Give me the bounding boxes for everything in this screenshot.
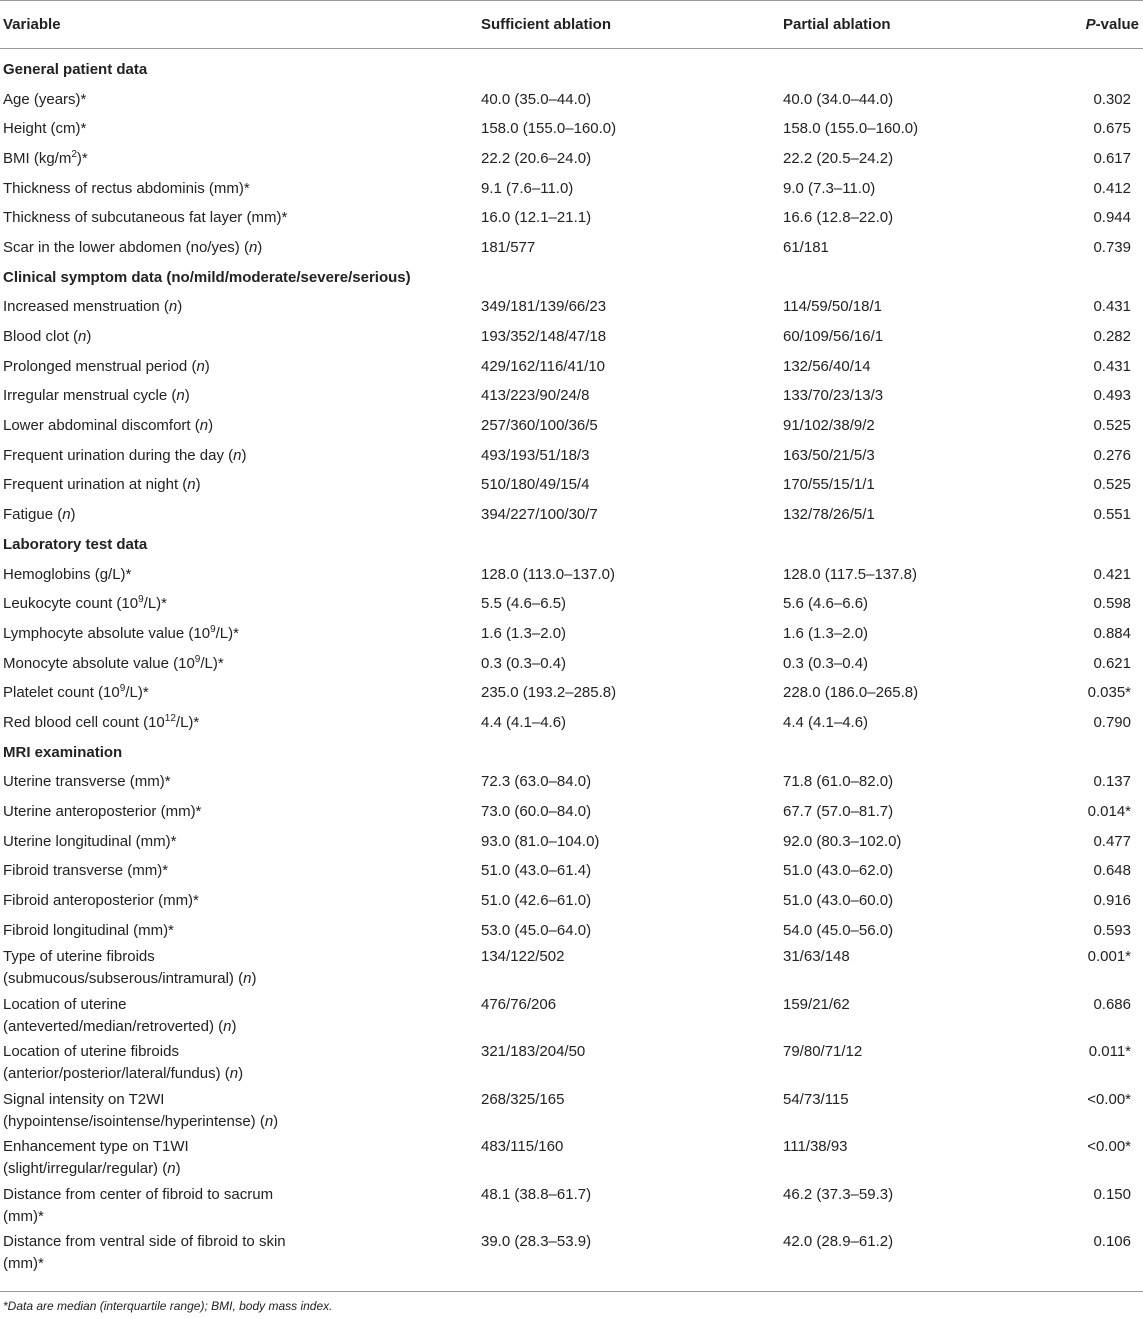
table-row	[0, 856, 1143, 886]
cell-partial-ablation: 31/63/148	[783, 948, 850, 966]
cell-sufficient-ablation: 321/183/204/50	[481, 1043, 586, 1061]
variable-line-1: Signal intensity on T2WI	[3, 1090, 165, 1108]
header-row	[0, 1, 1143, 49]
cell-variable	[0, 322, 478, 352]
table-row	[0, 945, 1143, 993]
variable-italic-n: n	[176, 387, 185, 405]
variable-label: Platelet count (10	[3, 684, 120, 702]
table-row	[0, 144, 1143, 174]
cell-variable	[0, 441, 478, 471]
cell-sufficient-ablation: 40.0 (35.0–44.0)	[481, 90, 592, 108]
variable-line-1: Type of uterine fibroids	[3, 948, 155, 966]
variable-label: Prolonged menstrual period (	[3, 357, 197, 375]
variable-label: Frequent urination during the day (	[3, 446, 234, 464]
cell-partial-ablation: 228.0 (186.0–265.8)	[783, 684, 919, 702]
cell-variable	[0, 411, 478, 441]
cell-partial-ablation: 132/78/26/5/1	[783, 506, 875, 524]
cell-sufficient-ablation: 158.0 (155.0–160.0)	[481, 120, 617, 138]
variable-label: Fatigue (	[3, 506, 63, 524]
table-row	[0, 322, 1143, 352]
variable-label: Increased menstruation (	[3, 298, 169, 316]
cell-variable	[0, 1088, 478, 1136]
variable-suffix: )	[231, 1017, 237, 1035]
cell-sufficient-ablation: 16.0 (12.1–21.1)	[481, 209, 592, 227]
cell-p-value: 0.617	[1093, 149, 1131, 167]
cell-p-value: 0.150	[1093, 1185, 1131, 1203]
variable-italic-n: n	[233, 446, 242, 464]
variable-suffix: )	[175, 1160, 181, 1178]
cell-sufficient-ablation: 39.0 (28.3–53.9)	[481, 1233, 592, 1251]
table-row	[0, 649, 1143, 679]
variable-label: Irregular menstrual cycle (	[3, 387, 177, 405]
table-row	[0, 381, 1143, 411]
table-body	[0, 49, 1143, 1285]
table-row	[0, 560, 1143, 590]
section-row	[0, 49, 1143, 85]
table-row	[0, 993, 1143, 1041]
variable-label: Age (years)*	[3, 90, 87, 108]
cell-variable	[0, 381, 478, 411]
cell-sufficient-ablation: 51.0 (42.6–61.0)	[481, 892, 592, 910]
variable-label: Thickness of subcutaneous fat layer (mm)*	[3, 209, 288, 227]
cell-partial-ablation: 163/50/21/5/3	[783, 446, 875, 464]
cell-variable	[0, 886, 478, 916]
cell-sufficient-ablation: 413/223/90/24/8	[481, 387, 590, 405]
cell-partial-ablation: 158.0 (155.0–160.0)	[783, 120, 919, 138]
table-row	[0, 1135, 1143, 1183]
cell-p-value: 0.884	[1093, 624, 1131, 642]
variable-italic-n: n	[196, 357, 205, 375]
table-bottom-rule	[0, 1291, 1143, 1292]
section-row	[0, 738, 1143, 768]
table-row	[0, 174, 1143, 204]
variable-suffix: )	[86, 328, 92, 345]
table-row	[0, 589, 1143, 619]
variable-superscript: 9	[138, 594, 144, 606]
cell-p-value: 0.302	[1093, 90, 1131, 108]
variable-label: Blood clot (	[3, 328, 79, 345]
variable-label: BMI (kg/m	[3, 149, 72, 167]
variable-suffix: /L)*	[200, 654, 224, 672]
cell-partial-ablation: 51.0 (43.0–62.0)	[783, 862, 894, 880]
cell-p-value: 0.137	[1093, 773, 1131, 791]
variable-suffix: )	[241, 446, 247, 464]
cell-p-value: 0.106	[1093, 1233, 1131, 1251]
cell-sufficient-ablation: 429/162/116/41/10	[481, 357, 606, 375]
cell-sufficient-ablation: 72.3 (63.0–84.0)	[481, 773, 592, 791]
cell-variable	[0, 1040, 478, 1088]
cell-variable	[0, 678, 478, 708]
variable-label: Fibroid anteroposterior (mm)*	[3, 892, 199, 910]
cell-p-value: <0.00*	[1087, 1138, 1131, 1156]
variable-suffix: )	[70, 506, 76, 524]
cell-p-value: 0.621	[1093, 654, 1131, 672]
variable-italic-n: n	[187, 476, 196, 494]
variable-suffix: )	[204, 357, 210, 375]
cell-p-value: 0.282	[1093, 328, 1131, 345]
table-row	[0, 233, 1143, 263]
cell-p-value: 0.648	[1093, 862, 1131, 880]
variable-label: Lymphocyte absolute value (10	[3, 624, 211, 642]
variable-italic-n: n	[167, 1160, 176, 1178]
cell-partial-ablation: 67.7 (57.0–81.7)	[783, 803, 894, 820]
variable-superscript: 9	[119, 683, 126, 695]
cell-variable	[0, 233, 478, 263]
table-row	[0, 203, 1143, 233]
cell-partial-ablation: 0.3 (0.3–0.4)	[783, 654, 869, 672]
cell-p-value: 0.790	[1093, 713, 1131, 731]
variable-line-2: (anteverted/median/retroverted) (	[3, 1017, 224, 1035]
cell-partial-ablation: 4.4 (4.1–4.6)	[783, 713, 869, 731]
variable-italic-n: n	[243, 970, 252, 988]
header-p-value-rest: -value	[1095, 16, 1139, 33]
cell-variable	[0, 174, 478, 204]
header-sufficient-ablation: Sufficient ablation	[478, 1, 780, 49]
cell-p-value: 0.477	[1093, 832, 1131, 850]
cell-partial-ablation: 51.0 (43.0–60.0)	[783, 892, 894, 910]
variable-label: Frequent urination at night (	[3, 476, 188, 494]
variable-label: Lower abdominal discomfort (	[3, 417, 200, 435]
cell-variable	[0, 203, 478, 233]
cell-variable	[0, 1230, 478, 1284]
cell-sufficient-ablation: 4.4 (4.1–4.6)	[481, 713, 567, 731]
variable-label: Scar in the lower abdomen (no/yes) (	[3, 238, 249, 256]
variable-italic-n: n	[264, 1112, 274, 1130]
variable-label: Fibroid transverse (mm)*	[3, 862, 169, 880]
cell-variable	[0, 144, 478, 174]
variable-suffix: )	[251, 970, 257, 988]
table-row	[0, 1040, 1143, 1088]
cell-sufficient-ablation: 235.0 (193.2–285.8)	[481, 684, 617, 702]
cell-p-value: 0.011*	[1088, 1043, 1131, 1061]
cell-p-value: 0.276	[1093, 446, 1131, 464]
variable-label: Leukocyte count (10	[3, 595, 139, 613]
cell-sufficient-ablation: 193/352/148/47/18	[481, 328, 607, 345]
header-partial-ablation: Partial ablation	[780, 1, 1063, 49]
cell-sufficient-ablation: 510/180/49/15/4	[481, 476, 590, 494]
cell-variable	[0, 589, 478, 619]
table-row	[0, 292, 1143, 322]
cell-p-value: 0.412	[1093, 179, 1131, 197]
table-footnote: *Data are median (interquartile range); BMI, body mass index.	[3, 1299, 333, 1313]
cell-variable	[0, 85, 478, 115]
cell-variable	[0, 292, 478, 322]
table-row	[0, 470, 1143, 500]
cell-p-value: 0.035*	[1087, 684, 1131, 702]
cell-partial-ablation: 92.0 (80.3–102.0)	[783, 832, 902, 850]
table-row	[0, 352, 1143, 382]
variable-line-2: (mm)*	[3, 1207, 44, 1225]
variable-italic-n: n	[223, 1017, 232, 1035]
table-row	[0, 827, 1143, 857]
variable-line-2: (submucous/subserous/intramural) (	[3, 970, 244, 988]
cell-sufficient-ablation: 22.2 (20.6–24.0)	[481, 149, 592, 167]
table-row	[0, 916, 1143, 946]
cell-partial-ablation: 46.2 (37.3–59.3)	[783, 1185, 894, 1203]
variable-label: Uterine anteroposterior (mm)*	[3, 803, 202, 820]
cell-p-value: 0.014*	[1087, 803, 1131, 820]
cell-partial-ablation: 54/73/115	[783, 1090, 849, 1108]
variable-italic-n: n	[168, 298, 178, 316]
cell-sufficient-ablation: 268/325/165	[481, 1090, 565, 1108]
table-row	[0, 500, 1143, 530]
variable-suffix: /L)*	[175, 713, 200, 731]
table-header	[0, 1, 1143, 49]
cell-sufficient-ablation: 394/227/100/30/7	[481, 506, 598, 524]
variable-italic-n: n	[199, 417, 209, 435]
variable-suffix: )	[238, 1065, 244, 1083]
cell-variable	[0, 470, 478, 500]
section-heading: General patient data	[3, 61, 148, 78]
table-row	[0, 1183, 1143, 1231]
table-row	[0, 797, 1143, 827]
table-row	[0, 85, 1143, 115]
cell-variable	[0, 993, 478, 1041]
variable-line-1: Location of uterine	[3, 995, 127, 1013]
variable-label: Monocyte absolute value (10	[3, 654, 195, 672]
variable-line-1: Enhancement type on T1WI	[3, 1138, 189, 1156]
cell-variable	[0, 916, 478, 946]
variable-suffix: )	[208, 417, 214, 435]
cell-sufficient-ablation: 51.0 (43.0–61.4)	[481, 862, 592, 880]
cell-p-value: 0.525	[1093, 417, 1131, 435]
cell-variable	[0, 945, 478, 993]
variable-label: Height (cm)*	[3, 120, 87, 138]
cell-p-value: 0.421	[1093, 565, 1131, 583]
cell-variable	[0, 619, 478, 649]
variable-suffix: )*	[76, 149, 88, 167]
cell-partial-ablation: 1.6 (1.3–2.0)	[783, 624, 869, 642]
variable-superscript: 9	[210, 623, 216, 635]
variable-line-2: (hypointense/isointense/hyperintense) (	[3, 1112, 265, 1130]
cell-p-value: <0.00*	[1087, 1090, 1131, 1108]
table-row	[0, 1230, 1143, 1284]
cell-variable	[0, 114, 478, 144]
header-p-value	[1063, 1, 1143, 49]
cell-sufficient-ablation: 53.0 (45.0–64.0)	[481, 921, 592, 939]
table-row	[0, 1088, 1143, 1136]
cell-partial-ablation: 128.0 (117.5–137.8)	[783, 565, 917, 583]
cell-sufficient-ablation: 493/193/51/18/3	[481, 446, 590, 464]
cell-partial-ablation: 9.0 (7.3–11.0)	[783, 179, 876, 197]
cell-partial-ablation: 60/109/56/16/1	[783, 328, 884, 345]
variable-superscript: 12	[164, 712, 176, 724]
table-row	[0, 441, 1143, 471]
cell-sufficient-ablation: 349/181/139/66/23	[481, 298, 607, 316]
variable-suffix: /L)*	[143, 595, 167, 613]
cell-variable	[0, 827, 478, 857]
cell-p-value: 0.916	[1093, 892, 1131, 910]
variable-italic-n: n	[78, 328, 87, 345]
variable-label: Thickness of rectus abdominis (mm)*	[3, 179, 250, 197]
table-row	[0, 619, 1143, 649]
variable-line-2: (anterior/posterior/lateral/fundus) (	[3, 1065, 230, 1083]
section-row	[0, 530, 1143, 560]
cell-partial-ablation: 40.0 (34.0–44.0)	[783, 90, 894, 108]
section-row	[0, 263, 1143, 293]
variable-suffix: )	[257, 238, 263, 256]
table-row	[0, 678, 1143, 708]
table-row	[0, 767, 1143, 797]
variable-label: Uterine transverse (mm)*	[3, 773, 171, 791]
cell-partial-ablation: 54.0 (45.0–56.0)	[783, 921, 894, 939]
variable-italic-n: n	[62, 506, 71, 524]
cell-sufficient-ablation: 128.0 (113.0–137.0)	[481, 565, 615, 583]
cell-partial-ablation: 79/80/71/12	[783, 1043, 863, 1061]
cell-partial-ablation: 71.8 (61.0–82.0)	[783, 773, 894, 791]
variable-italic-n: n	[229, 1065, 239, 1083]
cell-partial-ablation: 114/59/50/18/1	[783, 298, 882, 316]
variable-superscript: 2	[71, 148, 77, 160]
variable-suffix: )	[195, 476, 201, 494]
cell-p-value: 0.675	[1093, 120, 1131, 138]
cell-p-value: 0.431	[1093, 357, 1131, 375]
cell-partial-ablation: 170/55/15/1/1	[783, 476, 875, 494]
cell-variable	[0, 1135, 478, 1183]
section-heading: Laboratory test data	[3, 535, 148, 553]
cell-sufficient-ablation: 483/115/160	[481, 1138, 564, 1156]
variable-line-1: Distance from ventral side of fibroid to skin	[3, 1233, 286, 1251]
variable-line-2: (slight/irregular/regular) (	[3, 1160, 168, 1178]
cell-sufficient-ablation: 48.1 (38.8–61.7)	[481, 1185, 592, 1203]
cell-partial-ablation: 16.6 (12.8–22.0)	[783, 209, 894, 227]
cell-p-value: 0.686	[1093, 995, 1131, 1013]
cell-sufficient-ablation: 5.5 (4.6–6.5)	[481, 595, 567, 613]
cell-sufficient-ablation: 1.6 (1.3–2.0)	[481, 624, 567, 642]
variable-suffix: )	[184, 387, 190, 405]
cell-sufficient-ablation: 0.3 (0.3–0.4)	[481, 654, 567, 672]
cell-partial-ablation: 111/38/93	[783, 1138, 848, 1156]
cell-sufficient-ablation: 93.0 (81.0–104.0)	[481, 832, 600, 850]
variable-line-2: (mm)*	[3, 1255, 44, 1273]
cell-sufficient-ablation: 181/577	[481, 238, 536, 256]
cell-sufficient-ablation: 9.1 (7.6–11.0)	[481, 179, 574, 197]
cell-sufficient-ablation: 257/360/100/36/5	[481, 417, 598, 435]
variable-suffix: /L)*	[125, 684, 149, 702]
cell-variable	[0, 767, 478, 797]
cell-partial-ablation: 159/21/62	[783, 995, 850, 1013]
cell-variable	[0, 1183, 478, 1231]
cell-variable	[0, 352, 478, 382]
cell-p-value: 0.593	[1093, 921, 1131, 939]
cell-sufficient-ablation: 73.0 (60.0–84.0)	[481, 803, 592, 820]
cell-partial-ablation: 5.6 (4.6–6.6)	[783, 595, 869, 613]
table-row	[0, 886, 1143, 916]
cell-p-value: 0.001*	[1087, 948, 1131, 966]
cell-p-value: 0.431	[1093, 298, 1131, 316]
cell-sufficient-ablation: 476/76/206	[481, 995, 557, 1013]
section-heading: MRI examination	[3, 743, 123, 761]
cell-p-value: 0.551	[1093, 506, 1131, 524]
cell-p-value: 0.598	[1093, 595, 1131, 613]
header-variable: Variable	[0, 1, 478, 49]
table-row	[0, 411, 1143, 441]
cell-variable	[0, 500, 478, 530]
variable-suffix: )	[177, 298, 183, 316]
variable-suffix: )	[273, 1112, 279, 1130]
variable-line-1: Location of uterine fibroids	[3, 1043, 179, 1061]
cell-p-value: 0.493	[1093, 387, 1131, 405]
variable-superscript: 9	[194, 653, 201, 665]
variable-suffix: /L)*	[215, 624, 239, 642]
table-row	[0, 114, 1143, 144]
variable-label: Fibroid longitudinal (mm)*	[3, 921, 174, 939]
cell-partial-ablation: 22.2 (20.5–24.2)	[783, 149, 894, 167]
variable-label: Red blood cell count (10	[3, 713, 165, 731]
table-row	[0, 708, 1143, 738]
cell-p-value: 0.525	[1093, 476, 1131, 494]
cell-variable	[0, 708, 478, 738]
cell-partial-ablation: 133/70/23/13/3	[783, 387, 884, 405]
cell-partial-ablation: 91/102/38/9/2	[783, 417, 875, 435]
cell-variable	[0, 856, 478, 886]
cell-p-value: 0.944	[1093, 209, 1131, 227]
cell-partial-ablation: 132/56/40/14	[783, 357, 871, 375]
variable-label: Hemoglobins (g/L)*	[3, 565, 132, 583]
header-p-value-p: P	[1085, 16, 1096, 33]
cell-variable	[0, 797, 478, 827]
cell-variable	[0, 560, 478, 590]
variable-label: Uterine longitudinal (mm)*	[3, 832, 177, 850]
cell-p-value: 0.739	[1093, 238, 1131, 256]
cell-partial-ablation: 61/181	[783, 238, 829, 256]
variable-italic-n: n	[248, 238, 258, 256]
variable-line-1: Distance from center of fibroid to sacrum	[3, 1185, 274, 1203]
cell-sufficient-ablation: 134/122/502	[481, 948, 565, 966]
section-heading: Clinical symptom data (no/mild/moderate/severe/serious)	[3, 268, 411, 286]
cell-partial-ablation: 42.0 (28.9–61.2)	[783, 1233, 894, 1251]
cell-variable	[0, 649, 478, 679]
